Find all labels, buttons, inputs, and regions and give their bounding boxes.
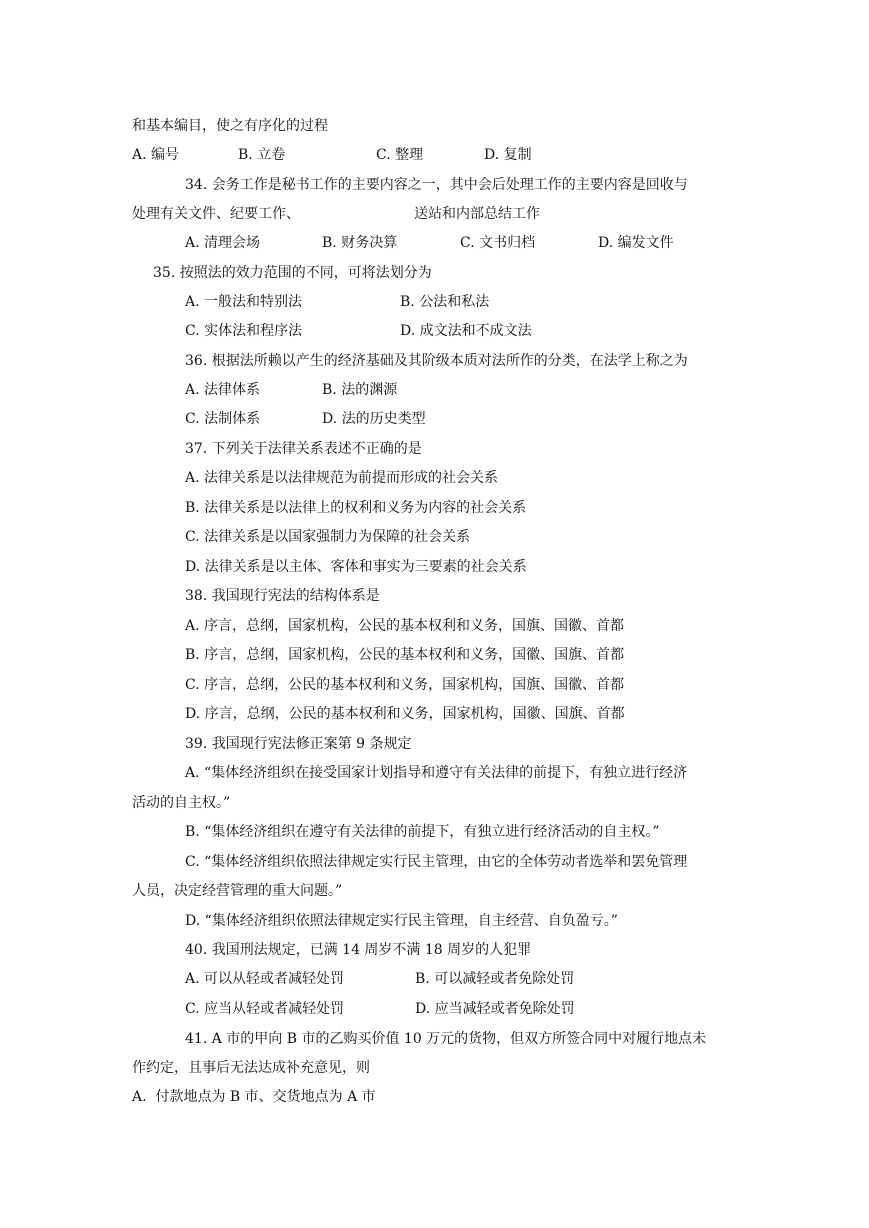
option-a: A. “集体经济组织在接受国家计划指导和遵守有关法律的前提下，有独立进行经济 [185,765,688,781]
question-34-cont2: 送站和内部总结工作 [414,206,540,222]
option-c: C. 序言，总纲，公民的基本权利和义务，国家机构，国旗、国徽、首都 [185,677,625,693]
option-b: B. 序言，总纲，国家机构，公民的基本权利和义务，国徽、国旗、首都 [185,647,625,663]
question-35: 35. 按照法的效力范围的不同，可将法划分为 [153,265,432,281]
question-38: 38. 我国现行宪法的结构体系是 [185,588,380,604]
option-a: A. 付款地点为 B 市、交货地点为 A 市 [132,1089,376,1105]
option-b: B. 财务决算 [322,235,398,251]
option-b: B. 公法和私法 [400,294,490,310]
option-b: B. 法的渊源 [322,382,398,398]
option-c: C. 应当从轻或者减轻处罚 [185,1001,345,1017]
text-line: 和基本编目，使之有序化的过程 [132,118,328,134]
option-c: C. 实体法和程序法 [185,323,303,339]
option-b: B. “集体经济组织在遵守有关法律的前提下，有独立进行经济活动的自主权。” [185,824,660,840]
option-a: A. 清理会场 [185,235,261,251]
question-34-cont: 处理有关文件、纪要工作、 [132,206,300,222]
option-d: D. 应当减轻或者免除处罚 [415,1001,575,1017]
option-b: B. 立卷 [238,147,286,163]
option-d: D. 法律关系是以主体、客体和事实为三要素的社会关系 [185,559,527,575]
option-a: A. 序言，总纲，国家机构，公民的基本权利和义务，国旗、国徽、首都 [185,618,625,634]
option-d: D. 成文法和不成文法 [400,323,532,339]
option-b: B. 法律关系是以法律上的权利和义务为内容的社会关系 [185,500,527,516]
option-c: C. 法律关系是以国家强制力为保障的社会关系 [185,529,471,545]
option-d: D. 序言，总纲，公民的基本权利和义务，国家机构，国徽、国旗、首都 [185,706,625,722]
option-c: C. 整理 [376,147,424,163]
option-a-cont: 活动的自主权。” [132,795,231,811]
option-c: C. 文书归档 [460,235,536,251]
question-40: 40. 我国刑法规定，已满 14 周岁不满 18 周岁的人犯罪 [185,942,532,958]
option-a: A. 可以从轻或者减轻处罚 [185,971,345,987]
option-a: A. 一般法和特别法 [185,294,303,310]
option-d: D. 编发文件 [598,235,674,251]
question-36: 36. 根据法所赖以产生的经济基础及其阶级本质对法所作的分类，在法学上称之为 [185,353,688,369]
option-a: A. 法律体系 [185,382,261,398]
option-c: C. 法制体系 [185,411,261,427]
question-41: 41. A 市的甲向 B 市的乙购买价值 10 万元的货物，但双方所签合同中对履行地点未 [185,1031,707,1047]
question-39: 39. 我国现行宪法修正案第 9 条规定 [185,736,412,752]
question-37: 37. 下列关于法律关系表述不正确的是 [185,441,422,457]
question-41-cont: 作约定，且事后无法达成补充意见，则 [132,1060,370,1076]
option-a: A. 法律关系是以法律规范为前提而形成的社会关系 [185,470,499,486]
question-34: 34. 会务工作是秘书工作的主要内容之一，其中会后处理工作的主要内容是回收与 [185,177,688,193]
option-c: C. “集体经济组织依照法律规定实行民主管理，由它的全体劳动者选举和罢免管理 [185,854,688,870]
option-d: D. 法的历史类型 [322,411,426,427]
option-a: A. 编号 [132,147,180,163]
option-d: D. “集体经济组织依照法律规定实行民主管理，自主经营、自负盈亏。” [185,913,618,929]
option-c-cont: 人员，决定经营管理的重大问题。” [132,883,343,899]
option-d: D. 复制 [484,147,532,163]
option-b: B. 可以减轻或者免除处罚 [415,971,575,987]
